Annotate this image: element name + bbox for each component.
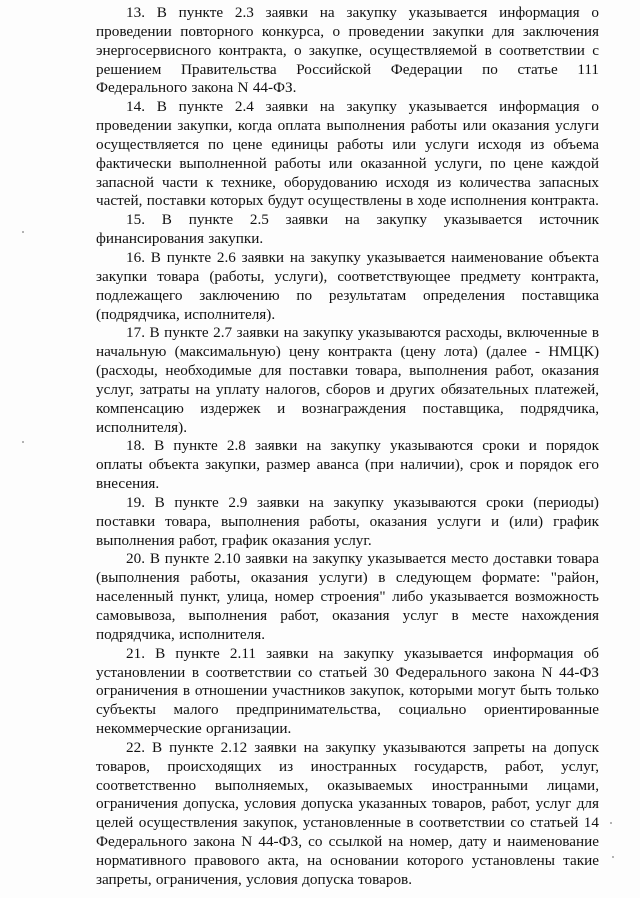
paragraph-22: 22. В пункте 2.12 заявки на закупку указываются запреты на допуск товаров, происходящих из иностранных государств, работ, услуг, соответственно выполняемых, оказываемых иностранными лицами, ограничения допуска, условия допуска указанных товаров, работ, услуг для целей осуществления закупок, установленные в соответствии со статьей 14 Федерального закона N 44-ФЗ, со ссылкой на номер, дату и наименование нормативного правового акта, на основании которого установлены такие запреты, ограничения, условия допуска товаров.	[96, 738, 599, 888]
paragraph-19: 19. В пункте 2.9 заявки на закупку указываются сроки (периоды) поставки товара, выполнения работы, оказания услуги и (или) график выполнения работ, график оказания услуг.	[96, 493, 599, 549]
paragraph-20: 20. В пункте 2.10 заявки на закупку указывается место доставки товара (выполнения работы, оказания услуги) в следующем формате: "район, населенный пункт, улица, номер строения" либо указывается возможность самовывоза, выполнения работ, оказания услуг в месте нахождения подрядчика, исполнителя.	[96, 550, 599, 643]
scan-speck	[610, 822, 612, 824]
scan-speck	[612, 856, 614, 858]
paragraph-17: 17. В пункте 2.7 заявки на закупку указываются расходы, включенные в начальную (максимальную) цену контракта (цену лота) (далее - НМЦК) (расходы, необходимые для поставки товара, выполнения работ, оказания услуг, затраты на уплату налогов, сборов и других обязательных платежей, компенсацию издержек и вознаграждения поставщика, подрядчика, исполнителя).	[96, 324, 599, 436]
paragraph-21: 21. В пункте 2.11 заявки на закупку указывается информация об установлении в соответствии со статьей 30 Федерального закона N 44-ФЗ ограничения в отношении участников закупок, которыми могут быть только субъекты малого предпринимательства, социально ориентированные некоммерческие организации.	[96, 644, 599, 738]
scan-speck	[22, 231, 24, 233]
scan-speck	[22, 441, 24, 443]
paragraph-13: 13. В пункте 2.3 заявки на закупку указывается информация о проведении повторного конкурса, о проведении закупки для заключения энергосервисного контракта, о закупке, осуществляемой в соответствии с решением Правительства Российской Федерации по статье 111 Федерального закона N 44-ФЗ.	[96, 4, 599, 97]
document-body	[96, 4, 599, 890]
paragraph-18: 18. В пункте 2.8 заявки на закупку указываются сроки и порядок оплаты объекта закупки, размер аванса (при наличии), срок и порядок его внесения.	[96, 437, 599, 493]
paragraph-15: 15. В пункте 2.5 заявки на закупку указывается источник финансирования закупки.	[96, 211, 599, 248]
paragraph-16: 16. В пункте 2.6 заявки на закупку указывается наименование объекта закупки товара (работы, услуги), соответствующее предмету контракта, подлежащего заключению по результатам определения поставщика (подрядчика, исполнителя).	[96, 248, 599, 323]
paragraph-14: 14. В пункте 2.4 заявки на закупку указывается информация о проведении закупки, когда оплата выполнения работы или оказания услуги осуществляется по цене единицы работы или услуги исходя из объема фактически выполненной работы или оказанной услуги, по цене каждой запасной части к технике, оборудованию исходя из количества запасных частей, поставки которых будут осуществлены в ходе исполнения контракта.	[96, 98, 599, 210]
